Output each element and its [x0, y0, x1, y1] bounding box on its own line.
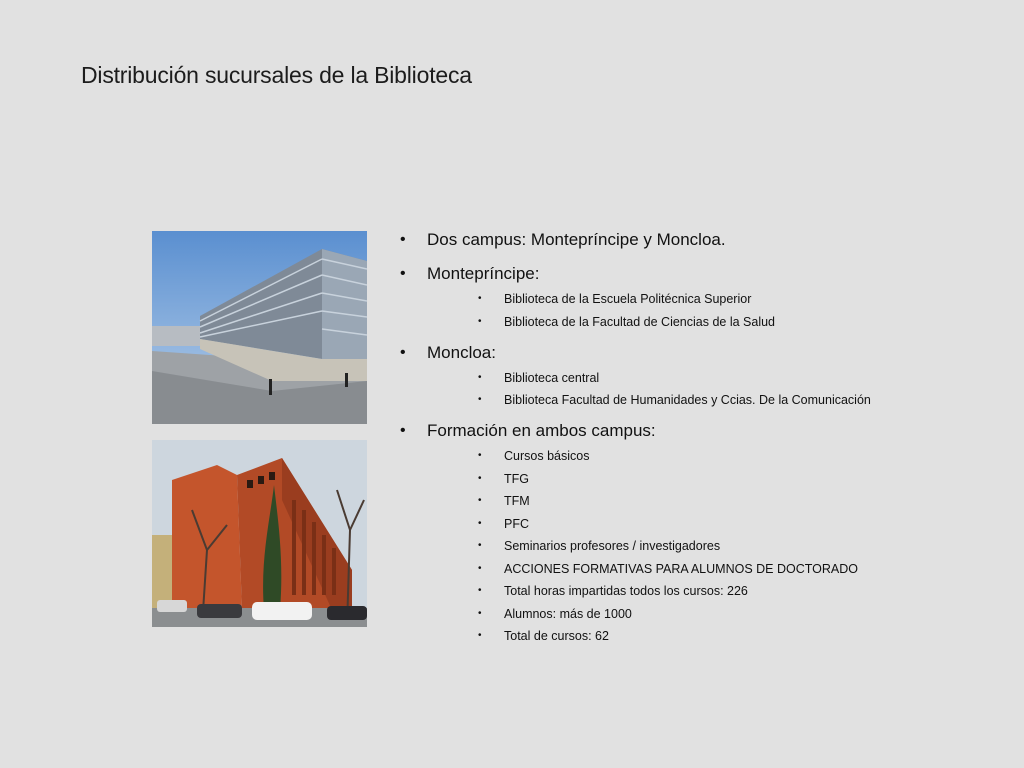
- sub-bullet: [478, 370, 1000, 386]
- sub-bullet-dot: •: [478, 371, 482, 383]
- sub-list: [427, 448, 1000, 644]
- slide-title: Distribución sucursales de la Biblioteca: [81, 62, 472, 88]
- bullet-dot: •: [400, 422, 406, 439]
- sub-bullet-text: Biblioteca central: [504, 370, 600, 385]
- sub-bullet-text: Total horas impartidas todos los cursos: 226: [504, 584, 748, 598]
- sub-bullet: [478, 291, 1000, 307]
- bullet-monteprincipe: [400, 263, 1000, 330]
- sub-bullet: [478, 493, 1000, 509]
- sub-bullet: [478, 448, 1000, 464]
- sub-bullet-text: TFM: [504, 494, 530, 508]
- bullet-dot: •: [400, 343, 406, 361]
- sub-bullet: [478, 561, 1000, 577]
- sub-bullet-dot: •: [478, 630, 482, 641]
- bullet-formacion: [400, 420, 1000, 644]
- sub-bullet-text: Biblioteca de la Facultad de Ciencias de la Salud: [504, 314, 776, 329]
- sub-bullet-text: ACCIONES FORMATIVAS PARA ALUMNOS DE DOCTORADO: [504, 561, 858, 576]
- bullet-text: Montepríncipe:: [427, 264, 540, 283]
- sub-bullet: [478, 583, 1000, 599]
- sub-bullet-dot: •: [478, 517, 482, 529]
- bullet-list: [400, 229, 1000, 656]
- sub-bullet: [478, 628, 1000, 644]
- sub-bullet-dot: •: [478, 495, 482, 506]
- sub-list: [427, 370, 1000, 409]
- sub-bullet-dot: •: [478, 607, 482, 619]
- sub-bullet-text: Cursos básicos: [504, 449, 590, 463]
- sub-bullet-text: Seminarios profesores / investigadores: [504, 539, 721, 553]
- sub-bullet: [478, 538, 1000, 554]
- sub-bullet-dot: •: [478, 450, 482, 461]
- bullet-text: Dos campus: Montepríncipe y Moncloa.: [427, 230, 726, 249]
- bullet-moncloa: [400, 342, 1000, 409]
- sub-bullet: [478, 392, 1000, 408]
- sub-bullet-dot: •: [478, 315, 482, 327]
- sub-bullet-dot: •: [478, 585, 482, 596]
- bullet-text: Formación en ambos campus:: [427, 421, 656, 440]
- sub-bullet-dot: •: [478, 394, 482, 405]
- sub-bullet-text: PFC: [504, 516, 529, 531]
- sub-bullet-text: Biblioteca Facultad de Humanidades y Ccias. De la Comunicación: [504, 393, 871, 407]
- sub-bullet-dot: •: [478, 293, 482, 304]
- bullet-dot: •: [400, 265, 406, 282]
- sub-bullet-text: Biblioteca de la Escuela Politécnica Superior: [504, 292, 752, 306]
- sub-bullet-dot: •: [478, 562, 482, 574]
- bullet-campus-summary: [400, 229, 1000, 251]
- library-building-photo-top: [152, 231, 367, 424]
- sub-list: [427, 291, 1000, 330]
- sub-bullet-dot: •: [478, 540, 482, 551]
- bullet-dot: •: [400, 231, 406, 248]
- sub-bullet-dot: •: [478, 472, 482, 484]
- library-building-photo-bottom: [152, 440, 367, 627]
- sub-bullet-text: Total de cursos: 62: [504, 629, 609, 643]
- sub-bullet-text: TFG: [504, 471, 529, 486]
- sub-bullet-text: Alumnos: más de 1000: [504, 606, 632, 621]
- bullet-text: Moncloa:: [427, 342, 496, 362]
- sub-bullet: [478, 471, 1000, 487]
- sub-bullet: [478, 314, 1000, 330]
- sub-bullet: [478, 606, 1000, 622]
- sub-bullet: [478, 516, 1000, 532]
